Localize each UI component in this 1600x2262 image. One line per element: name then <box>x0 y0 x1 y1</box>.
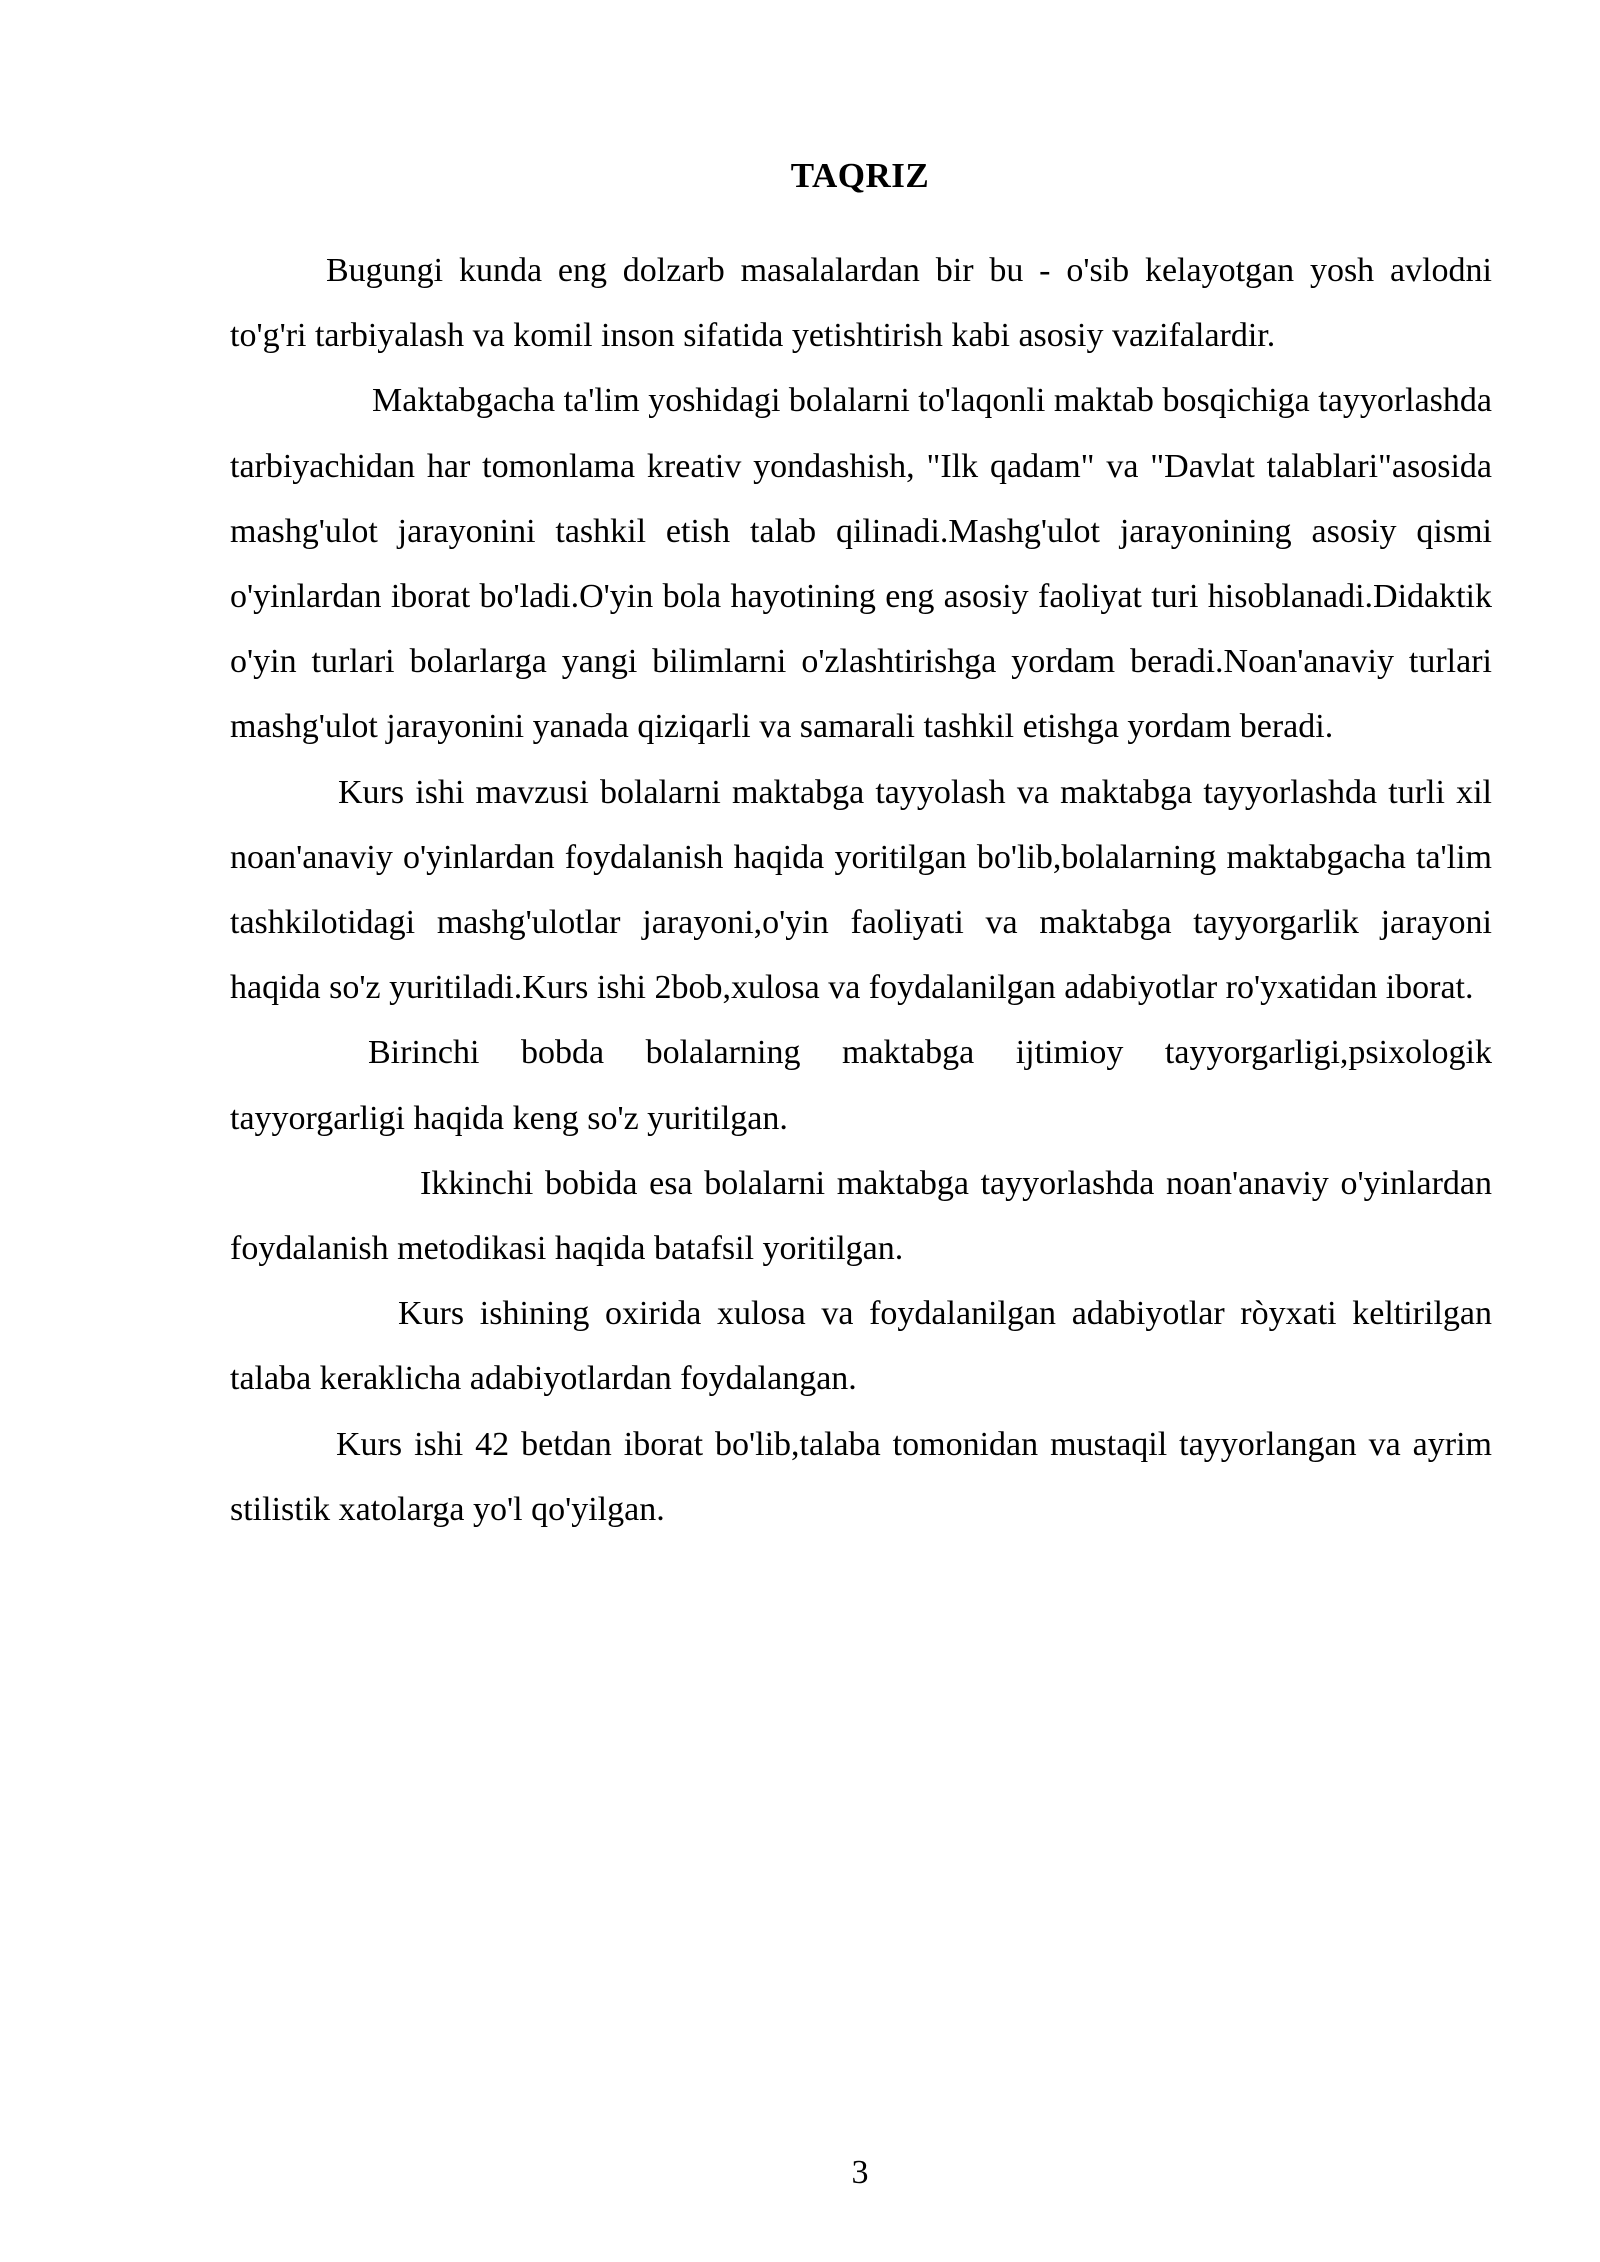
paragraph-chapter-two: Ikkinchi bobida esa bolalarni maktabga tayyorlashda noan'anaviy o'yinlardan foydalanish metodikasi haqida batafsil yoritilgan. <box>230 1164 1492 1268</box>
paragraph-course-topic: Kurs ishi mavzusi bolalarni maktabga tayyolash va maktabga tayyorlashda turli xil noan'anaviy o'yinlardan foydalanish haqida yoritilgan bo'lib,bolalarning maktabgacha ta'lim tashkilotidagi mashg'ulotlar jarayoni,o'yin faoliyati va maktabga tayyorgarlik jarayoni haqida so'z yuritiladi.Kurs ishi 2bob,xulosa va foydalanilgan adabiyotlar ro'yxatidan iborat. <box>230 773 1492 1007</box>
paragraph-preschool: Maktabgacha ta'lim yoshidagi bolalarni to'laqonli maktab bosqichiga tayyorlashda tarbiyachidan har tomonlama kreativ yondashish, "Ilk qadam" va "Davlat talablari"asosida mashg'ulot jarayonini tashkil etish talab qilinadi.Mashg'ulot jarayonining asosiy qismi o'yinlardan iborat bo'ladi.O'yin bola hayotining eng asosiy faoliyat turi hisoblanadi.Didaktik o'yin turlari bolarlarga yangi bilimlarni o'zlashtirishga yordam beradi.Noan'anaviy turlari mashg'ulot jarayonini yanada qiziqarli va samarali tashkil etishga yordam beradi. <box>230 382 1492 746</box>
paragraph-conclusion: Kurs ishining oxirida xulosa va foydalanilgan adabiyotlar ròyxati keltirilgan talaba keraklicha adabiyotlardan foydalangan. <box>230 1295 1492 1398</box>
page-number: 3 <box>851 2154 869 2191</box>
paragraph-page-count: Kurs ishi 42 betdan iborat bo'lib,talaba tomonidan mustaqil tayyorlangan va ayrim stilistik xatolarga yo'l qo'yilgan. <box>230 1425 1492 1528</box>
document-body <box>230 238 1492 1542</box>
document-title: TAQRIZ <box>790 156 930 195</box>
paragraph-intro: Bugungi kunda eng dolzarb masalalardan bir bu - o'sib kelayotgan yosh avlodni to'g'ri tarbiyalash va komil inson sifatida yetishtirish kabi asosiy vazifalardir. <box>230 252 1492 355</box>
paragraph-chapter-one: Birinchi bobda bolalarning maktabga ijtimioy tayyorgarligi,psixologik tayyorgarligi haqida keng so'z yuritilgan. <box>230 1034 1492 1137</box>
